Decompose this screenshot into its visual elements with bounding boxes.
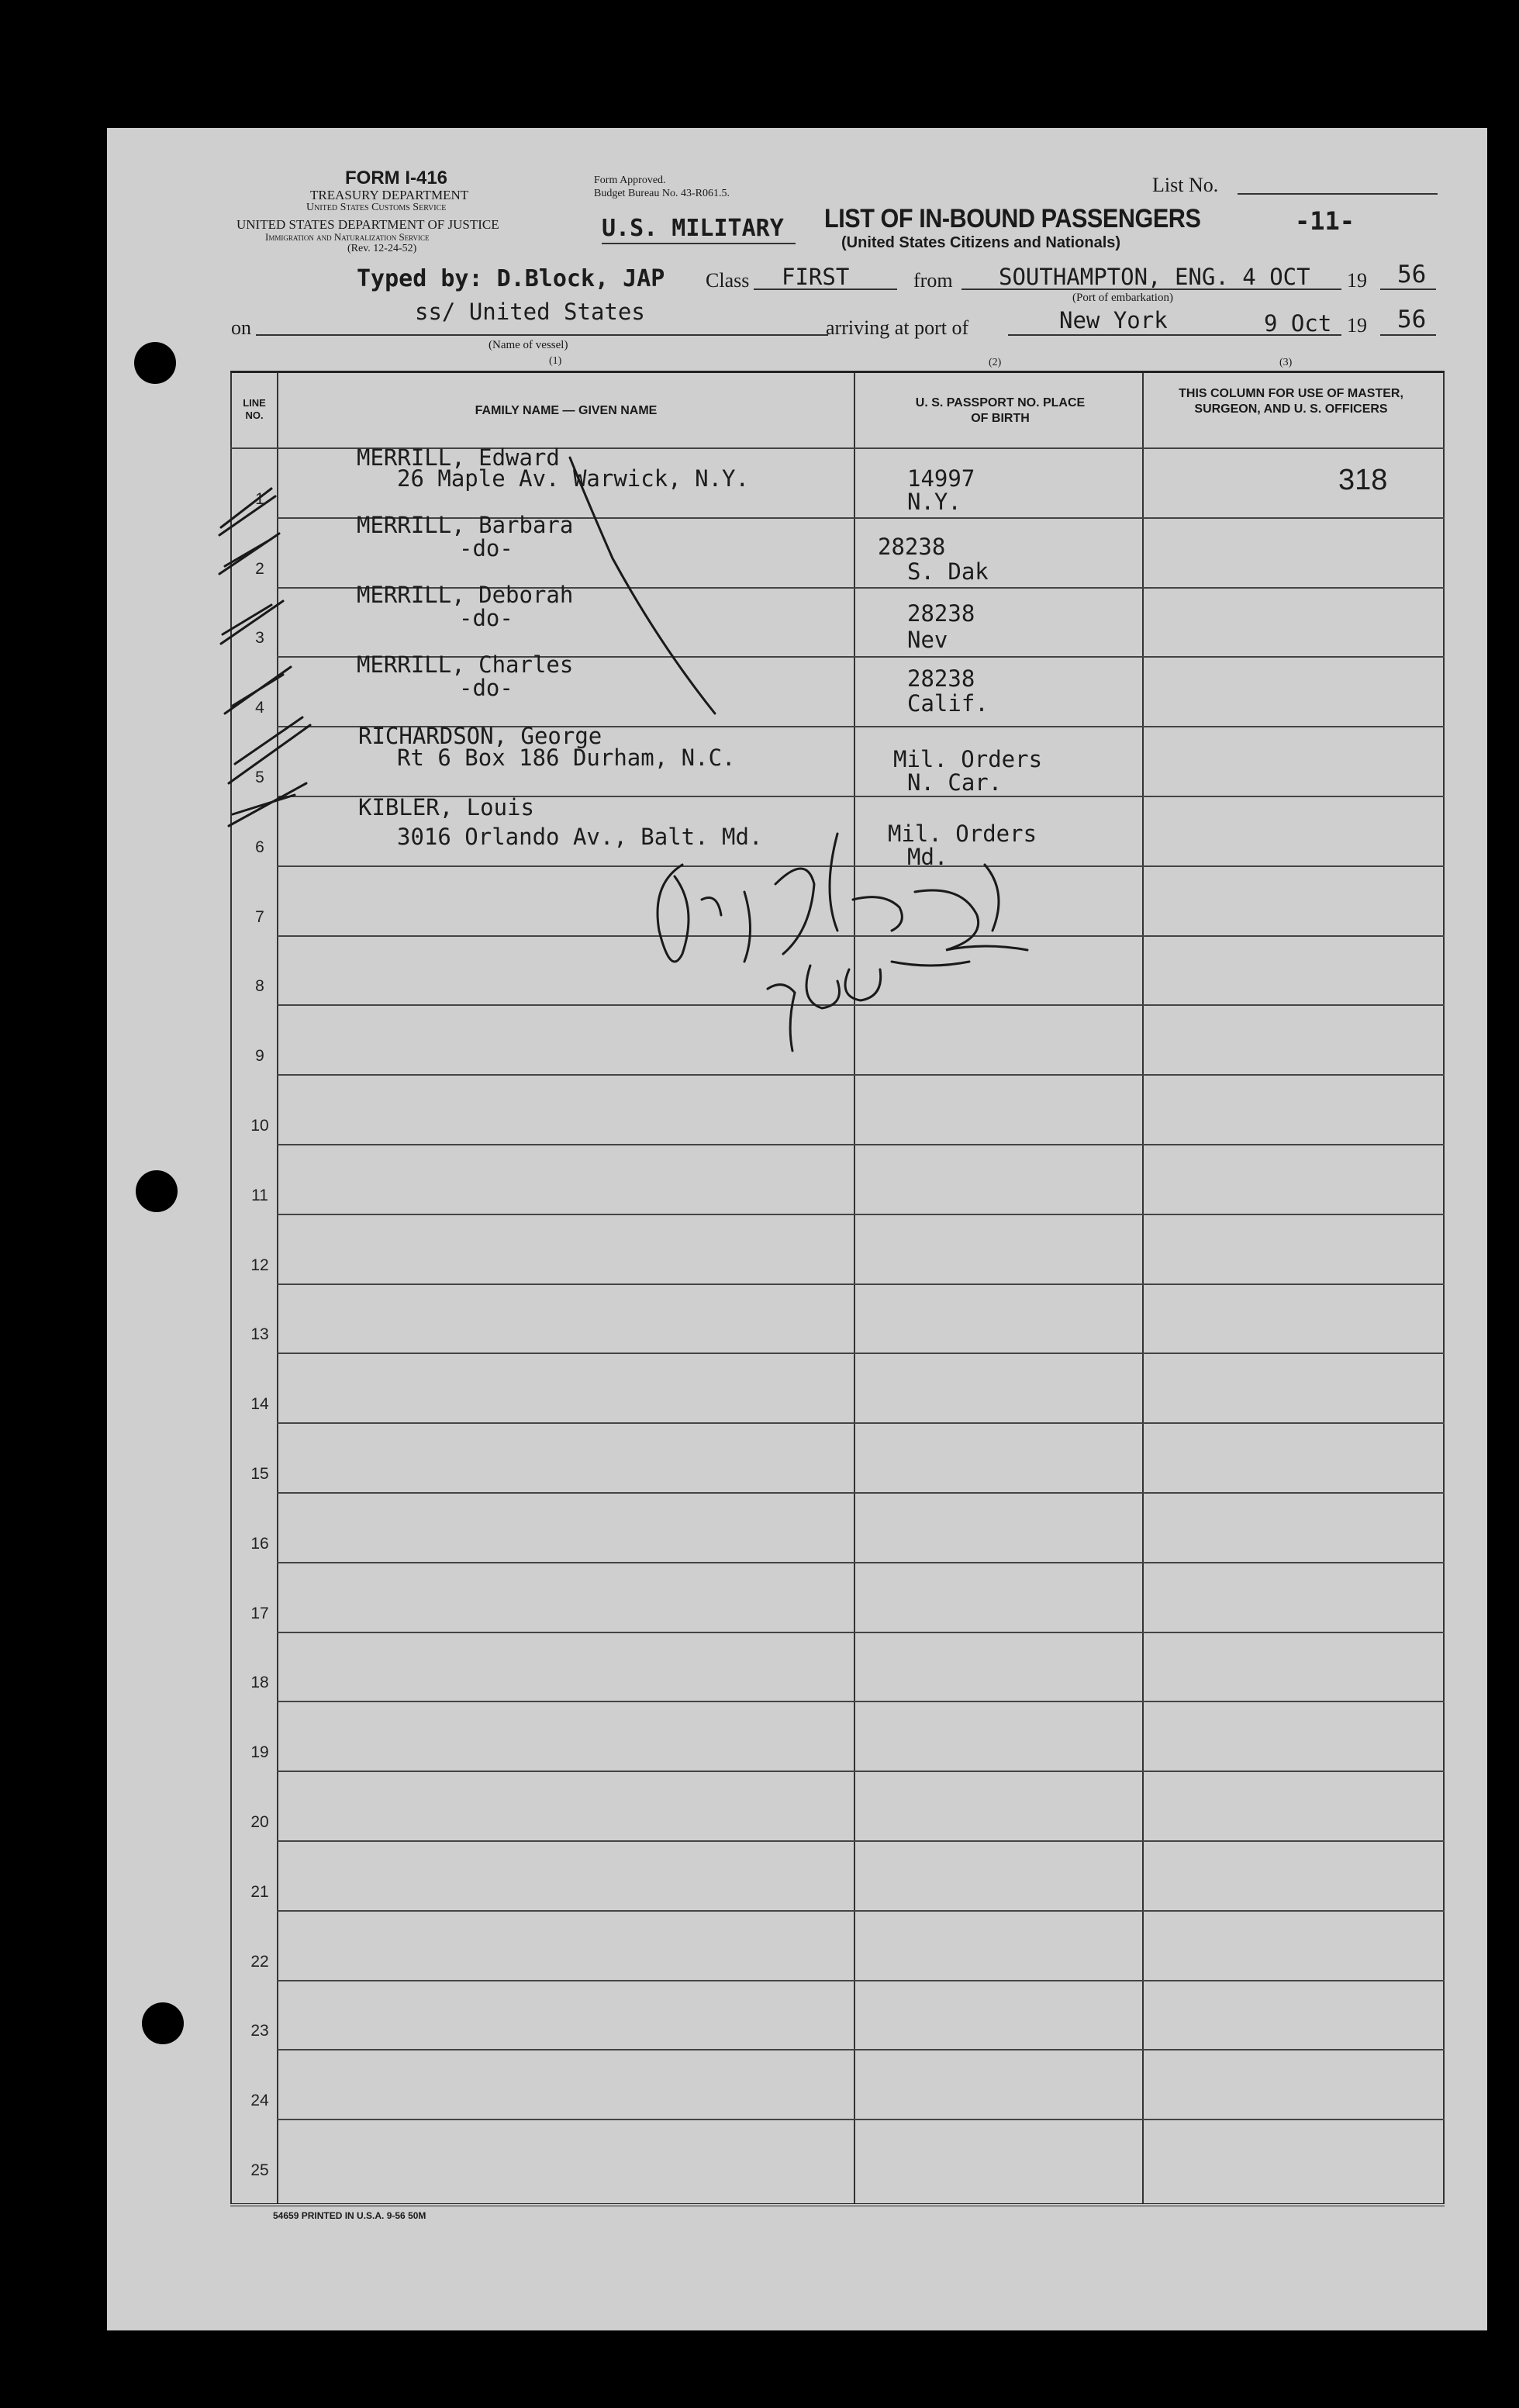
dept-immigration: Immigration and Naturalization Service (265, 231, 430, 243)
row-4-address: -do- (459, 675, 513, 701)
tick-mark-3 (221, 601, 283, 644)
row-2-birth: S. Dak (907, 558, 989, 585)
column-1-number: (1) (549, 355, 562, 367)
from-value: SOUTHAMPTON, ENG. 4 OCT (999, 264, 1310, 290)
from-year-prefix: 19 (1347, 269, 1367, 292)
row-1-officer: 318 (1338, 464, 1388, 496)
row-6-birth: Md. (907, 844, 948, 870)
form-revision: (Rev. 12-24-52) (347, 243, 417, 254)
line-number: 14 (250, 1395, 269, 1414)
line-number: 9 (255, 1047, 264, 1066)
row-2-passport: 28238 (878, 534, 946, 560)
bracket-stroke (570, 458, 715, 713)
row-4-name: MERRILL, Charles (357, 651, 574, 678)
column-3-number: (3) (1279, 357, 1293, 368)
class-value: FIRST (782, 264, 850, 290)
line-number: 16 (250, 1534, 269, 1553)
arrival-year-prefix: 19 (1347, 314, 1367, 337)
row-5-birth: N. Car. (907, 769, 1003, 796)
arrival-year: 56 (1397, 306, 1427, 333)
row-1-address: 26 Maple Av. Warwick, N.Y. (397, 465, 749, 492)
row-2-name: MERRILL, Barbara (357, 512, 574, 538)
line-number: 21 (250, 1882, 269, 1901)
line-number: 1 (255, 489, 264, 508)
tick-mark-2 (219, 534, 279, 574)
header-line-no: LINE NO. (243, 397, 266, 421)
form-subtitle: (United States Citizens and Nationals) (841, 234, 1121, 251)
row-1-passport: 14997 (907, 465, 975, 492)
military-stamp: U.S. MILITARY (602, 215, 784, 242)
line-number: 5 (255, 769, 264, 786)
header-passport: U. S. PASSPORT NO. PLACE OF BIRTH (915, 396, 1086, 425)
row-6-name: KIBLER, Louis (358, 794, 534, 821)
header-name: FAMILY NAME — GIVEN NAME (475, 404, 658, 417)
line-number: 22 (250, 1952, 269, 1971)
line-number: 6 (255, 838, 264, 856)
row-3-birth: Nev (907, 627, 948, 653)
row-2-address: -do- (459, 535, 513, 561)
row-5-name: RICHARDSON, George (358, 723, 602, 749)
form-title: LIST OF IN-BOUND PASSENGERS (824, 204, 1201, 233)
budget-bureau: Budget Bureau No. 43-R061.5. (594, 188, 730, 199)
line-number: 24 (250, 2092, 269, 2110)
line-number: 15 (250, 1465, 269, 1483)
from-year: 56 (1397, 261, 1427, 288)
line-number: 18 (250, 1674, 269, 1692)
tick-mark-4 (225, 667, 291, 713)
line-number: 7 (255, 907, 264, 926)
arriving-label: arriving at port of (826, 316, 969, 339)
dept-customs: United States Customs Service (306, 202, 447, 213)
row-5-address: Rt 6 Box 186 Durham, N.C. (397, 745, 736, 771)
initials-scrawl (768, 962, 969, 1051)
form-number: FORM I-416 (345, 168, 448, 188)
row-1-name: MERRILL, Edward (357, 444, 560, 471)
vessel-name: ss/ United States (415, 299, 645, 325)
arrival-port: New York (1059, 307, 1168, 333)
line-number: 4 (255, 699, 264, 717)
tick-mark-6 (229, 783, 306, 826)
form-footer: 54659 PRINTED IN U.S.A. 9-56 50M (273, 2210, 426, 2221)
vessel-caption: (Name of vessel) (488, 339, 568, 351)
dept-treasury: TREASURY DEPARTMENT (310, 188, 469, 202)
line-number: 12 (250, 1256, 269, 1274)
typed-by: Typed by: D.Block, JAP (357, 265, 665, 292)
line-number: 3 (255, 629, 264, 648)
row-6-passport: Mil. Orders (888, 821, 1037, 847)
line-number: 11 (251, 1186, 268, 1204)
line-number: 19 (250, 1743, 269, 1762)
tick-mark-1 (219, 489, 275, 535)
list-no-value: -11- (1295, 206, 1355, 236)
signature-scrawl (658, 834, 1027, 962)
form-approved: Form Approved. (594, 174, 666, 186)
row-5-passport: Mil. Orders (893, 746, 1043, 772)
row-3-address: -do- (459, 605, 513, 631)
row-6-address: 3016 Orlando Av., Balt. Md. (397, 824, 763, 850)
port-of-embarkation-caption: (Port of embarkation) (1072, 292, 1173, 304)
header-officers: THIS COLUMN FOR USE OF MASTER, SURGEON, AND U. S. OFFICERS (1179, 387, 1403, 416)
row-1-birth: N.Y. (907, 489, 961, 515)
list-no-label: List No. (1152, 174, 1219, 196)
row-4-birth: Calif. (907, 690, 989, 717)
line-number: 10 (250, 1117, 269, 1135)
tick-mark-5 (229, 717, 310, 783)
class-label: Class (706, 269, 750, 292)
line-number: 8 (255, 977, 264, 996)
dept-justice: UNITED STATES DEPARTMENT OF JUSTICE (236, 217, 499, 232)
line-number: 13 (250, 1325, 269, 1344)
row-3-name: MERRILL, Deborah (357, 582, 574, 608)
on-label: on (231, 316, 251, 339)
from-label: from (913, 269, 953, 292)
line-number: 20 (250, 1813, 269, 1831)
row-4-passport: 28238 (907, 665, 975, 692)
row-3-passport: 28238 (907, 600, 975, 627)
arrival-date: 9 Oct (1264, 310, 1332, 337)
line-number: 23 (250, 2022, 269, 2040)
line-number: 25 (250, 2161, 269, 2179)
column-2-number: (2) (989, 357, 1002, 368)
line-number: 2 (255, 559, 264, 578)
line-number: 17 (250, 1604, 269, 1622)
